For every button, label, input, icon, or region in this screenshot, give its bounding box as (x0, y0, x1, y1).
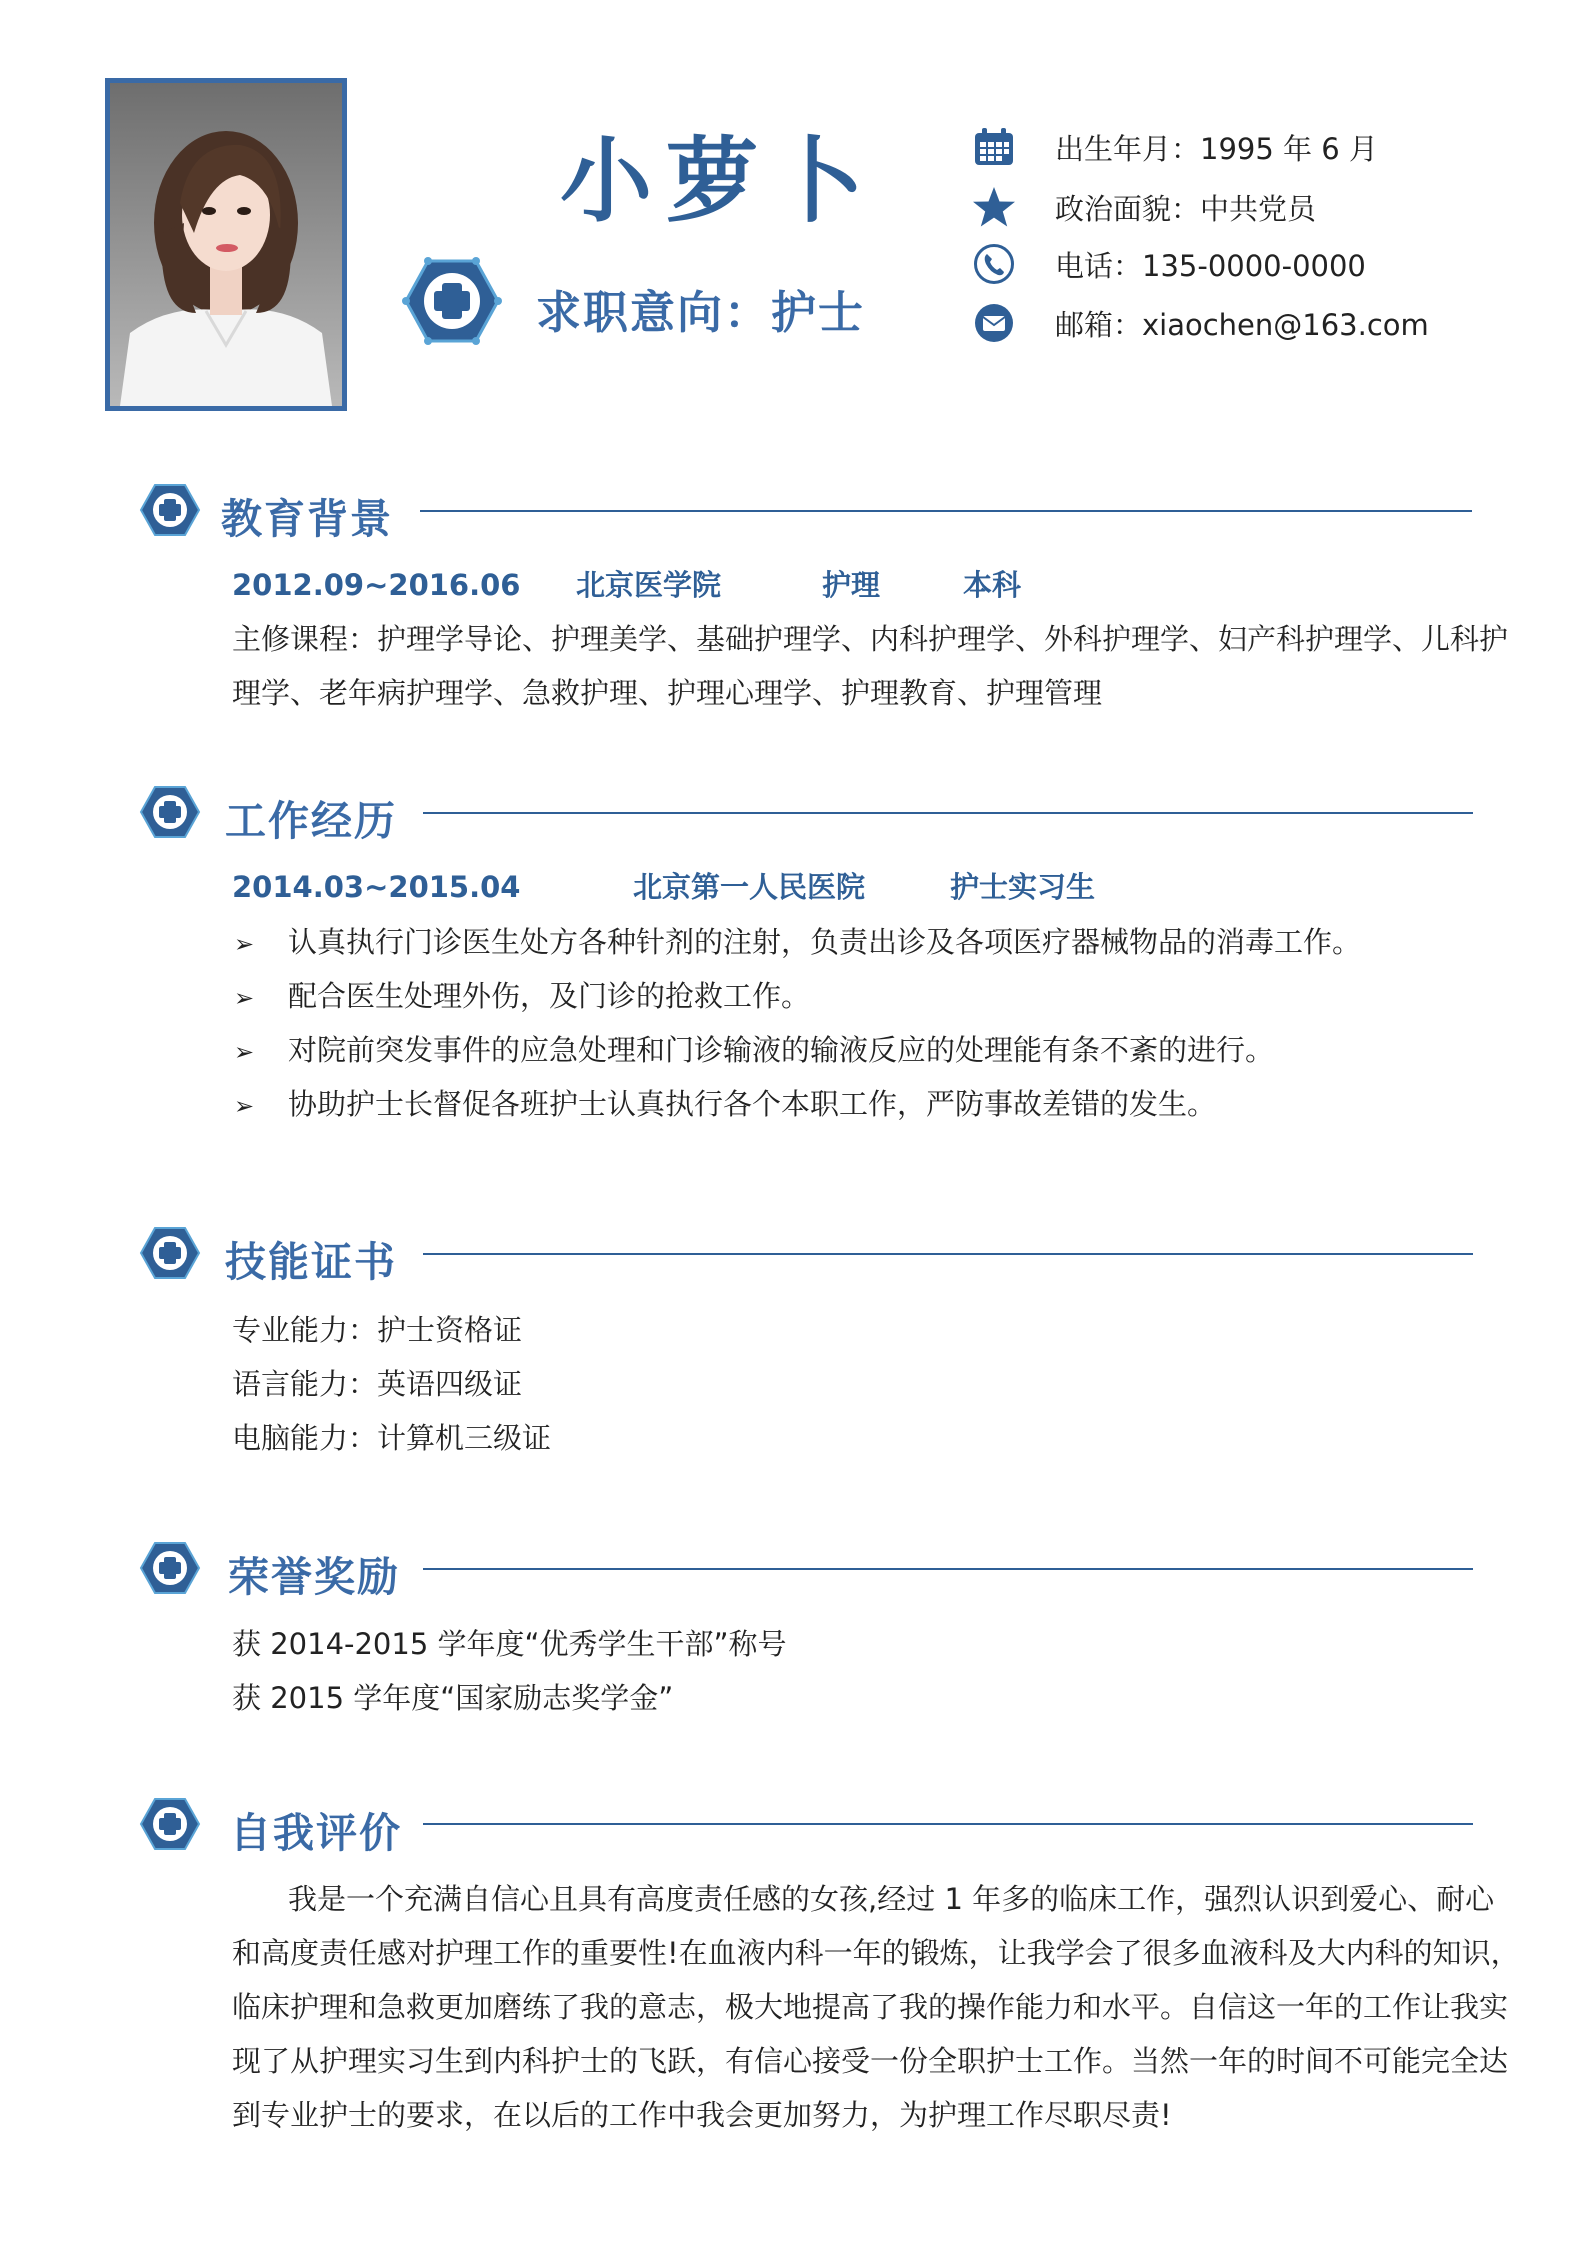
contact-politics (972, 185, 1316, 229)
contact-politics-text: 政治面貌：中共党员 (1055, 191, 1317, 226)
education-period: 2012.09~2016.06 (232, 568, 521, 602)
contact-email (972, 301, 1429, 345)
section-honors-icon (138, 1540, 202, 1600)
section-title-honors: 荣誉奖励 (228, 1553, 400, 1601)
education-major: 护理 (822, 568, 881, 602)
bullet-arrow-icon: ➢ (234, 984, 255, 1012)
work-duty-2: 配合医生处理外伤，及门诊的抢救工作。 (288, 979, 811, 1013)
section-title-skills: 技能证书 (225, 1238, 397, 1286)
section-education-icon (138, 482, 202, 542)
work-period: 2014.03~2015.04 (232, 870, 521, 904)
section-skills-icon (138, 1225, 202, 1285)
self-eval-line-2: 和高度责任感对护理工作的重要性!在血液内科一年的锻炼，让我学会了很多血液科及大内科的知识， (232, 1936, 1520, 1970)
contact-email-text: 邮箱：xiaochen@163.com (1055, 307, 1429, 342)
education-degree: 本科 (963, 568, 1022, 602)
job-objective: 求职意向：护士 (536, 286, 866, 339)
section-divider (423, 1253, 1473, 1255)
self-eval-line-4: 现了从护理实习生到内科护士的飞跃，有信心接受一份全职护士工作。当然一年的时间不可能完全达 (232, 2044, 1509, 2078)
skill-item-3: 电脑能力：计算机三级证 (232, 1421, 552, 1455)
medical-cross-icon (138, 784, 202, 840)
bullet-arrow-icon: ➢ (234, 930, 255, 958)
self-eval-line-5: 到专业护士的要求，在以后的工作中我会更加努力，为护理工作尽职尽责! (232, 2098, 1172, 2132)
section-title-education: 教育背景 (221, 495, 393, 543)
work-company: 北京第一人民医院 (633, 870, 866, 904)
section-divider (420, 510, 1472, 512)
self-eval-line-3: 临床护理和急救更加磨练了我的意志，极大地提高了我的操作能力和水平。自信这一年的工作让我实 (232, 1990, 1509, 2024)
star-icon (972, 185, 1016, 229)
contact-birth-text: 出生年月：1995 年 6 月 (1055, 131, 1378, 166)
medical-cross-icon (138, 1540, 202, 1596)
section-title-work: 工作经历 (225, 797, 397, 845)
phone-icon (972, 242, 1016, 286)
self-eval-line-1: 我是一个充满自信心且具有高度责任感的女孩,经过 1 年多的临床工作，强烈认识到爱心、耐心 (288, 1882, 1495, 1916)
work-position: 护士实习生 (950, 870, 1096, 904)
profile-photo (105, 78, 347, 411)
calendar-icon (972, 125, 1016, 169)
honor-item-1: 获 2014-2015 学年度“优秀学生干部”称号 (232, 1627, 787, 1661)
section-title-self: 自我评价 (230, 1809, 402, 1857)
section-work-icon (138, 784, 202, 844)
contact-birth (972, 125, 1378, 169)
education-school: 北京医学院 (576, 568, 722, 602)
medical-cross-icon (400, 255, 504, 351)
contact-phone (972, 242, 1366, 286)
medical-cross-icon (138, 1225, 202, 1281)
work-duty-3: 对院前突发事件的应急处理和门诊输液的输液反应的处理能有条不紊的进行。 (288, 1033, 1275, 1067)
skill-item-1: 专业能力：护士资格证 (232, 1313, 523, 1347)
bullet-arrow-icon: ➢ (234, 1038, 255, 1066)
work-duty-4: 协助护士长督促各班护士认真执行各个本职工作，严防事故差错的发生。 (288, 1087, 1217, 1121)
portrait-image (110, 83, 342, 406)
medical-cross-icon (138, 482, 202, 538)
section-divider (423, 1823, 1473, 1825)
section-divider (423, 1568, 1473, 1570)
mail-icon (972, 301, 1016, 345)
section-divider (423, 812, 1473, 814)
section-self-icon (138, 1796, 202, 1856)
medical-cross-icon (138, 1796, 202, 1852)
honor-item-2: 获 2015 学年度“国家励志奖学金” (232, 1681, 674, 1715)
work-duty-1: 认真执行门诊医生处方各种针剂的注射，负责出诊及各项医疗器械物品的消毒工作。 (288, 925, 1362, 959)
contact-phone-text: 电话：135-0000-0000 (1055, 248, 1366, 283)
education-courses-line1: 主修课程：护理学导论、护理美学、基础护理学、内科护理学、外科护理学、妇产科护理学、儿科护 (232, 622, 1509, 656)
education-courses-line2: 理学、老年病护理学、急救护理、护理心理学、护理教育、护理管理 (232, 676, 1103, 710)
bullet-arrow-icon: ➢ (234, 1092, 255, 1120)
skill-item-2: 语言能力：英语四级证 (232, 1367, 523, 1401)
candidate-name: 小萝卜 (560, 127, 879, 235)
